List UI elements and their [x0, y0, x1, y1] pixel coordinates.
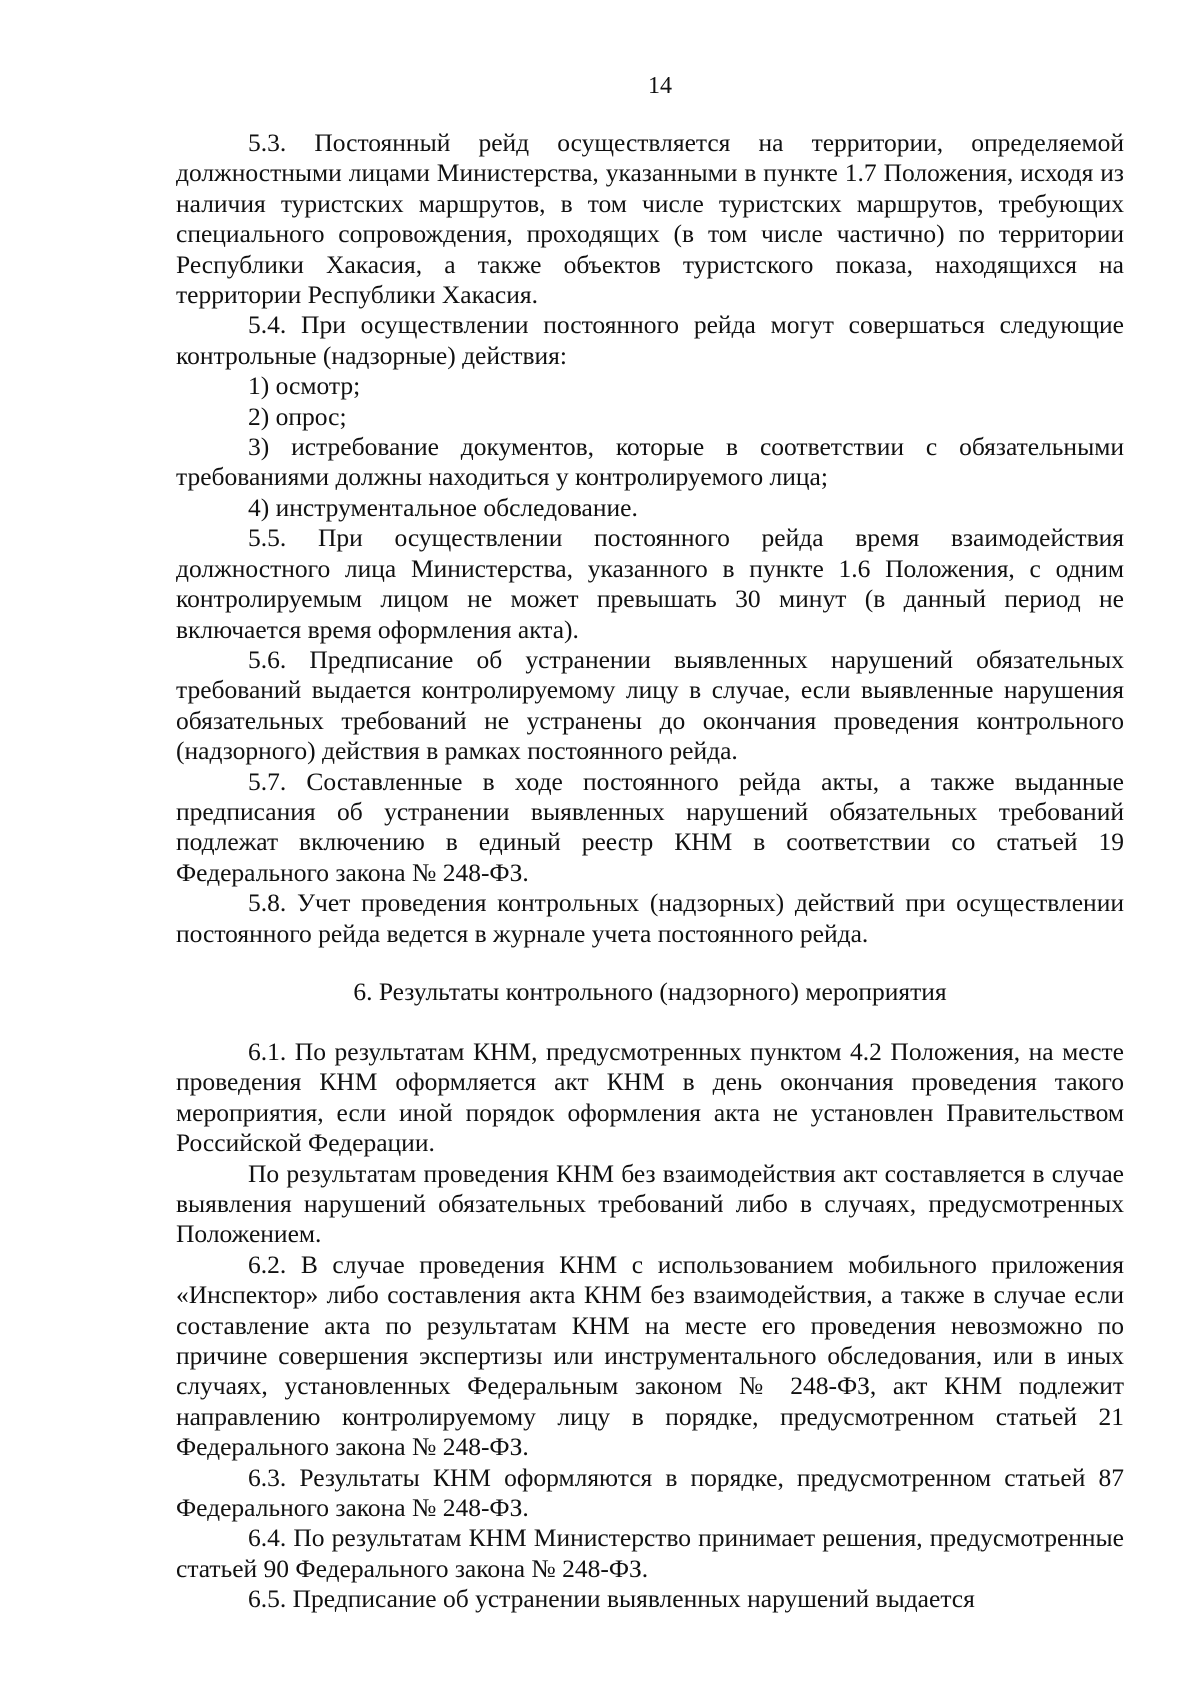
list-item-survey: 2) опрос; [248, 401, 347, 431]
paragraph-6-5: 6.5. Предписание об устранении выявленных нарушений выдается [248, 1584, 975, 1614]
paragraph-5-4: 5.4. При осуществлении постоянного рейда могут совершаться следующие контрольные (надзорные) действия: [176, 310, 1124, 370]
paragraph-5-3: 5.3. Постоянный рейд осуществляется на территории, определяемой должностными лицами Министерства, указанными в пункте 1.7 Положения, исходя из наличия туристских маршрутов, в том числе туристских маршрутов, требующих специального сопровождения, проходящих (в том числе частично) по территории Республики Хакасия, а также объектов туристского показа, находящихся на территории Республики Хакасия. [176, 128, 1124, 310]
paragraph-6-4: 6.4. По результатам КНМ Министерство принимает решения, предусмотренные статьей 90 Федерального закона № 248-ФЗ. [176, 1523, 1124, 1583]
paragraph-6-1-continuation: По результатам проведения КНМ без взаимодействия акт составляется в случае выявления нарушений обязательных требований либо в случаях, предусмотренных Положением. [176, 1158, 1124, 1249]
paragraph-6-1: 6.1. По результатам КНМ, предусмотренных пунктом 4.2 Положения, на месте проведения КНМ оформляется акт КНМ в день окончания проведения такого мероприятия, если иной порядок оформления акта не установлен Правительством Российской Федерации. [176, 1036, 1124, 1158]
paragraph-5-5: 5.5. При осуществлении постоянного рейда время взаимодействия должностного лица Министерства, указанного в пункте 1.6 Положения, с одним контролируемым лицом не может превышать 30 минут (в данный период не включается время оформления акта). [176, 523, 1124, 644]
paragraph-6-3: 6.3. Результаты КНМ оформляются в порядке, предусмотренном статьей 87 Федерального закона № 248-ФЗ. [176, 1462, 1124, 1523]
paragraph-5-8: 5.8. Учет проведения контрольных (надзорных) действий при осуществлении постоянного рейда ведется в журнале учета постоянного рейда. [176, 888, 1124, 948]
paragraph-5-6: 5.6. Предписание об устранении выявленных нарушений обязательных требований выдается контролируемому лицу в случае, если выявленные нарушения обязательных требований не устранены до окончания проведения контрольного (надзорного) действия в рамках постоянного рейда. [176, 644, 1124, 766]
paragraph-5-7: 5.7. Составленные в ходе постоянного рейда акты, а также выданные предписания об устранении выявленных нарушений обязательных требований подлежат включению в единый реестр КНМ в соответствии со статьей 19 Федерального закона № 248-ФЗ. [176, 766, 1124, 887]
document-body [176, 128, 1124, 1615]
list-item-document-request: 3) истребование документов, которые в соответствии с обязательными требованиями должны находиться у контролируемого лица; [176, 432, 1124, 492]
list-item-inspection: 1) осмотр; [248, 371, 361, 401]
list-item-instrumental-examination: 4) инструментальное обследование. [248, 492, 638, 522]
paragraph-6-2: 6.2. В случае проведения КНМ с использованием мобильного приложения «Инспектор» либо составления акта КНМ без взаимодействия, а также в случае если составление акта по результатам КНМ на месте его проведения невозможно по причине совершения экспертизы или инструментального обследования, или в иных случаях, установленных Федеральным законом № 248-ФЗ, акт КНМ подлежит направлению контролируемому лицу в порядке, предусмотренном статьей 21 Федерального закона № 248-ФЗ. [176, 1249, 1124, 1462]
section-heading-6: 6. Результаты контрольного (надзорного) мероприятия [353, 976, 947, 1006]
page-number: 14 [648, 73, 672, 99]
